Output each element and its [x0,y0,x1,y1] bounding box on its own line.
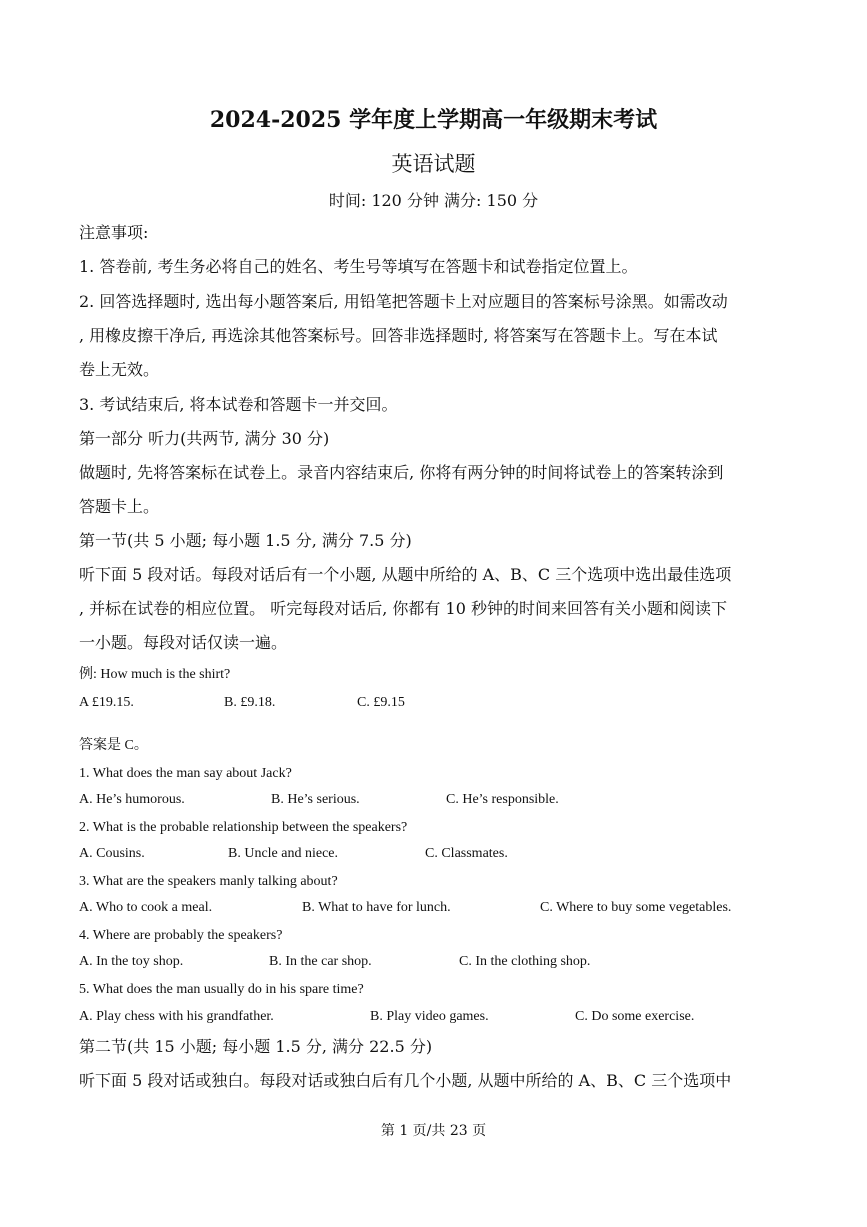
question-5: 5. What does the man usually do in his spare time? [79,982,364,997]
part1-intro-line-1: 做题时, 先将答案标在试卷上。录音内容结束后, 你将有两分钟的时间将试卷上的答案转涂到 [79,463,724,482]
example-option-b: B. £9.18. [224,695,276,710]
exam-time-info: 时间: 120 分钟 满分: 150 分 [328,191,539,210]
section1-heading: 第一节(共 5 小题; 每小题 1.5 分, 满分 7.5 分) [79,531,412,550]
notice-item-2-line-3: 卷上无效。 [79,360,160,379]
question-5-option-a: A. Play chess with his grandfather. [79,1009,274,1024]
exam-title: 2024-2025 学年度上学期高一年级期末考试 [209,107,658,133]
notice-heading: 注意事项: [79,223,149,242]
example-question: 例: How much is the shirt? [79,667,231,682]
question-1: 1. What does the man say about Jack? [79,766,292,781]
section1-intro-line-2: , 并标在试卷的相应位置。 听完每段对话后, 你都有 10 秒钟的时间来回答有关小题和阅读下 [79,599,727,618]
question-4: 4. Where are probably the speakers? [79,928,283,943]
question-3-option-b: B. What to have for lunch. [302,900,451,915]
notice-item-2-line-2: , 用橡皮擦干净后, 再选涂其他答案标号。回答非选择题时, 将答案写在答题卡上。写在本试 [79,326,718,345]
notice-item-1: 1. 答卷前, 考生务必将自己的姓名、考生号等填写在答题卡和试卷指定位置上。 [79,257,638,276]
section1-intro-line-3: 一小题。每段对话仅读一遍。 [79,633,288,652]
page-number: 第 1 页/共 23 页 [380,1123,487,1139]
question-4-option-a: A. In the toy shop. [79,954,184,969]
question-2: 2. What is the probable relationship between the speakers? [79,820,408,835]
question-5-option-b: B. Play video games. [370,1009,489,1024]
question-1-option-a: A. He’s humorous. [79,792,185,807]
question-3-option-c: C. Where to buy some vegetables. [540,900,732,915]
question-2-option-b: B. Uncle and niece. [228,846,339,861]
example-option-a: A £19.15. [79,695,134,710]
question-2-option-c: C. Classmates. [425,846,508,861]
example-answer: 答案是 C。 [79,738,148,753]
part1-heading: 第一部分 听力(共两节, 满分 30 分) [79,429,330,448]
question-1-option-c: C. He’s responsible. [446,792,559,807]
section2-intro-line-1: 听下面 5 段对话或独白。每段对话或独白后有几个小题, 从题中所给的 A、B、C 三个选项中 [79,1071,732,1090]
question-5-option-c: C. Do some exercise. [575,1009,695,1024]
section1-intro-line-1: 听下面 5 段对话。每段对话后有一个小题, 从题中所给的 A、B、C 三个选项中选出最佳选项 [79,565,732,584]
notice-item-2-line-1: 2. 回答选择题时, 选出每小题答案后, 用铅笔把答题卡上对应题目的答案标号涂黑。如需改动 [79,292,728,311]
exam-subject: 英语试题 [391,152,476,176]
question-3-option-a: A. Who to cook a meal. [79,900,213,915]
question-4-option-b: B. In the car shop. [269,954,372,969]
question-4-option-c: C. In the clothing shop. [459,954,591,969]
example-option-c: C. £9.15 [357,695,405,710]
question-2-option-a: A. Cousins. [79,846,145,861]
section2-heading: 第二节(共 15 小题; 每小题 1.5 分, 满分 22.5 分) [79,1037,433,1056]
question-3: 3. What are the speakers manly talking about? [79,874,338,889]
part1-intro-line-2: 答题卡上。 [79,497,160,516]
notice-item-3: 3. 考试结束后, 将本试卷和答题卡一并交回。 [79,395,398,414]
question-1-option-b: B. He’s serious. [271,792,360,807]
